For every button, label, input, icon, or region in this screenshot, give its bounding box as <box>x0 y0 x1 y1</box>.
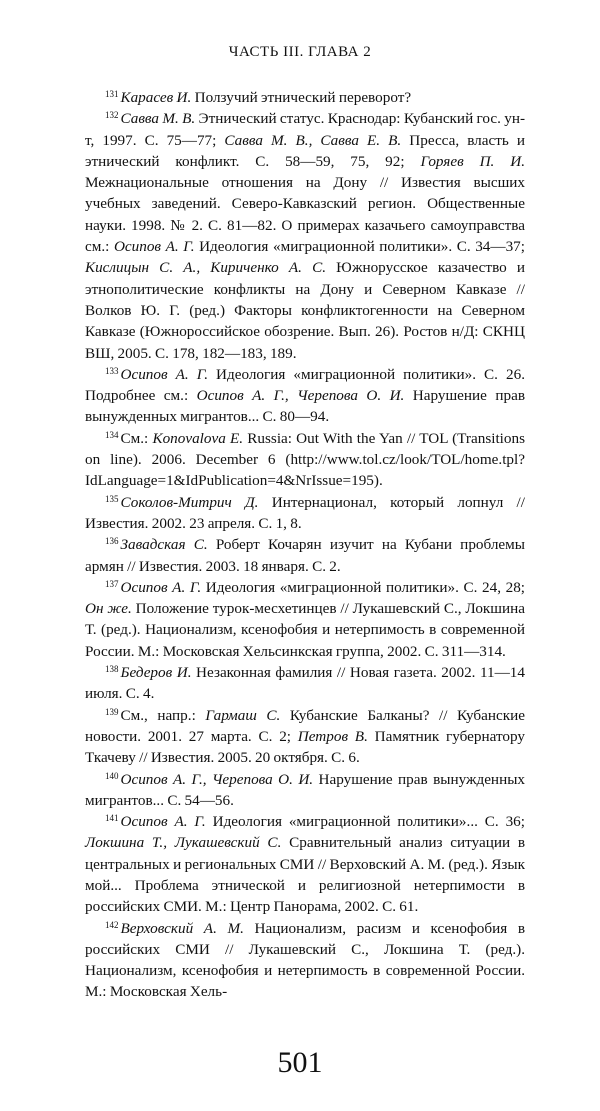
footnote <box>85 662 525 705</box>
footnote <box>85 364 525 428</box>
footnote-text: Нарушение прав вынужденных мигрантов... С. 80—94. <box>85 387 525 426</box>
footnote-number: 141 <box>105 813 119 824</box>
author-name: Гармаш С. <box>205 706 281 724</box>
footnote <box>85 428 525 492</box>
footnote <box>85 577 525 662</box>
page-number: 501 <box>277 1045 323 1079</box>
footnote-text: Памятник губернатору Ткачеву // Известия. 2005. 20 октября. С. 6. <box>85 727 525 767</box>
footnote <box>85 534 525 577</box>
footnote <box>85 918 525 1003</box>
author-name: Кислицын С. А., Кириченко А. С. <box>85 259 327 277</box>
author-name: Горяев П. И. <box>420 152 525 170</box>
footnote-number: 137 <box>105 578 119 589</box>
footnote-text: Межнациональные отношения на Дону // Известия высших учебных заведений. Северо-Кавказский регион. Общественные науки. 1998. № 2. С. 81—82. О примерах казачьего самоуправства см.: <box>85 174 525 256</box>
author-name: Он же. <box>85 600 132 618</box>
footnote <box>85 705 525 769</box>
footnote <box>85 492 525 535</box>
footnote <box>85 769 525 812</box>
footnote-text: Ползучий этнический переворот? <box>191 89 412 106</box>
footnote-text: Нарушение прав вынужденных мигрантов... С. 54—56. <box>85 770 525 809</box>
footnote-number: 140 <box>105 770 119 781</box>
footnote-text: Южнорусское казачество и этнополитические конфликты на Дону и Северном Кавказе // Волков Ю. Г. (ред.) Факторы конфликтогенности на Северном Кавказе (Южнороссийское обозрение. Вып. 26). Ростов н/Д: СКНЦ ВШ, 2005. С. 178, 182—183, 189. <box>85 259 525 362</box>
footnote-number: 136 <box>105 536 119 547</box>
footnote-number: 135 <box>105 493 119 504</box>
footnote-text: Положение турок-месхетинцев // Лукашевский С., Локшина Т. (ред.). Национализм, ксенофобия и нетерпимость в современной России. М.: Московская Хельсинкская группа, 2002. С. 311—314. <box>85 600 526 660</box>
author-name: Осипов А. Г. <box>120 365 208 383</box>
author-name: Савва М. В., Савва Е. В. <box>224 131 402 149</box>
footnote-text: Идеология «миграционной политики». С. 26. Подробнее см.: <box>85 365 525 405</box>
footnote-text: Интернационал, который лопнул // Известия. 2002. 23 апреля. С. 1, 8. <box>85 493 525 532</box>
footnote-number: 138 <box>105 664 119 675</box>
footnote-text: См.: <box>120 429 153 447</box>
footnote-text: Незаконная фамилия // Новая газета. 2002. 11—14 июля. С. 4. <box>85 664 525 703</box>
footnote-text: Роберт Кочарян изучит на Кубани проблемы армян // Известия. 2003. 18 января. С. 2. <box>85 536 525 575</box>
author-name: Осипов А. Г., Черепова О. И. <box>196 387 405 405</box>
author-name: Осипов А. Г. <box>120 813 206 831</box>
footnote-number: 132 <box>105 110 119 121</box>
author-name: Карасев И. <box>120 89 192 106</box>
footnote <box>85 811 525 917</box>
footnote-number: 131 <box>105 89 119 99</box>
author-name: Соколов-Митрич Д. <box>120 493 259 511</box>
footnote-text: Идеология «миграционной политики»... С. 36; <box>205 813 526 831</box>
footnote-text: Пресса, власть и этнический конфликт. С. 58—59, 75, 92; <box>85 131 525 170</box>
footnote-text: Russia: Out With the Yan // TOL (Transitions on line). 2006. December 6 (http://www.tol.cz/look/TOL/home.tpl?IdLanguage=1&IdPublication=4&NrIssue=195). <box>85 429 525 490</box>
footnote-number: 142 <box>105 919 119 930</box>
author-name: Савва М. В. <box>120 110 196 128</box>
footnote-text: Идеология «миграционной политики». С. 34—37; <box>194 238 525 256</box>
author-name: Бедеров И. <box>120 664 192 682</box>
footnote-number: 134 <box>105 429 119 440</box>
author-name: Локшина Т., Лукашевский С. <box>85 834 282 852</box>
author-name: Осипов А. Г., Черепова О. И. <box>120 770 314 788</box>
footnote-text: Этнический статус. Краснодар: Кубанский гос. ун-т, 1997. С. 75—77; <box>85 110 525 149</box>
footnote-number: 139 <box>105 706 119 717</box>
author-name: Осипов А. Г. <box>120 578 202 596</box>
footnote-text: Идеология «миграционной политики». С. 24, 28; <box>201 578 526 596</box>
footnote-text: Сравнительный анализ ситуации в центральных и региональных СМИ // Верховский А. М. (ред.). Язык мой... Проблема этнической и религиозной нетерпимости в российских СМИ. М.: Центр Панорама, 2002. С. 61. <box>85 834 525 916</box>
author-name: Завадская С. <box>120 536 208 554</box>
footnote <box>85 87 525 108</box>
footnote <box>85 108 525 364</box>
footnotes-block <box>85 87 525 1003</box>
running-header: ЧАСТЬ III. ГЛАВА 2 <box>228 44 372 60</box>
footnote-text: См., напр.: <box>120 706 206 724</box>
author-name: Верховский А. М. <box>120 919 244 937</box>
author-name: Петров В. <box>297 727 368 745</box>
footnote-number: 133 <box>105 365 119 376</box>
footnote-text: Кубанские Балканы? // Кубанские новости. 2001. 27 марта. С. 2; <box>85 706 525 745</box>
author-name: Осипов А. Г. <box>113 238 195 256</box>
author-name: Konovalova E. <box>152 429 244 447</box>
footnote-text: Национализм, расизм и ксенофобия в российских СМИ // Лукашевский С., Локшина Т. (ред.). Национализм, ксенофобия и нетерпимость в современной России. М.: Московская Хель- <box>85 919 525 1001</box>
